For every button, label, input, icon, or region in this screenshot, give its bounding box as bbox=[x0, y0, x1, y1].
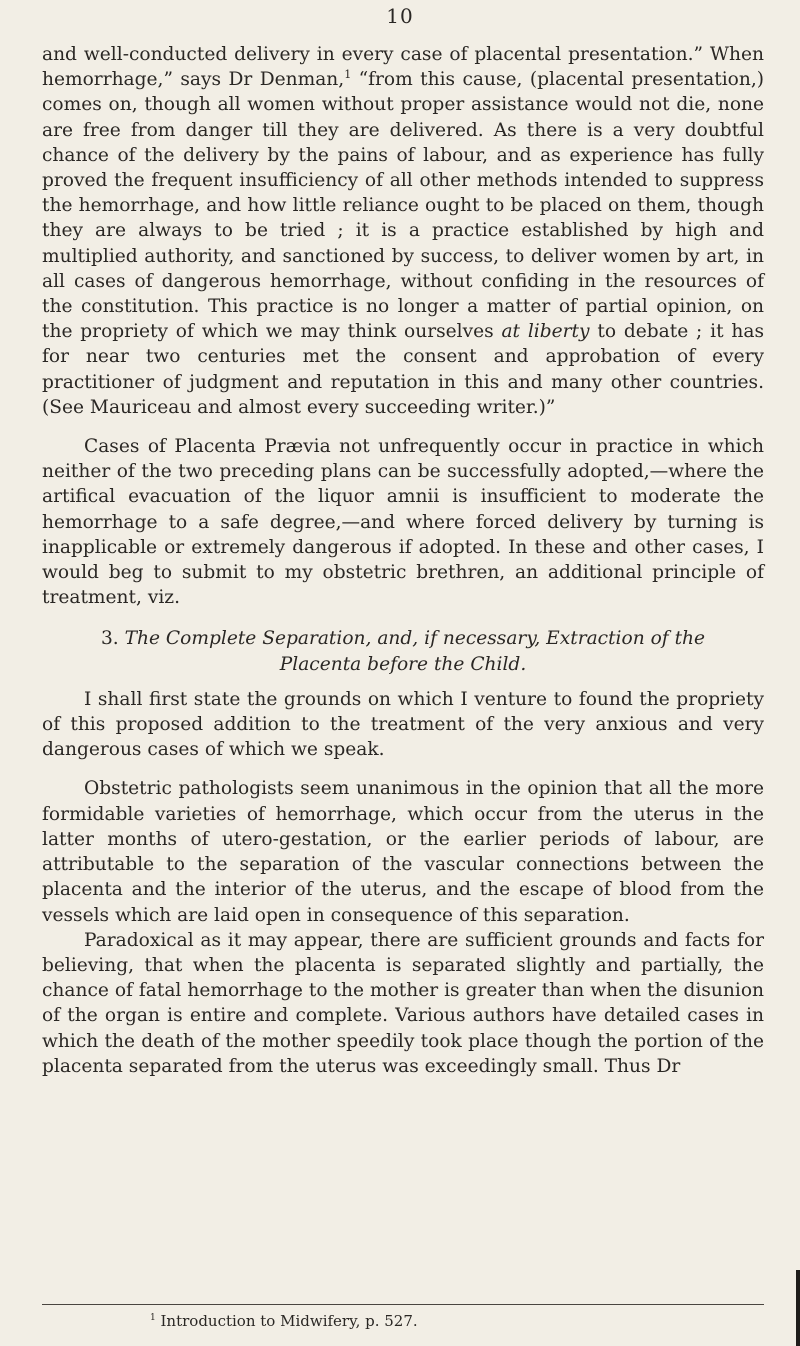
paragraph-5: Paradoxical as it may appear, there are sufficient grounds and facts for believing, that when the placenta is separated slightly and partially, the chance of fatal hemorrhage to the mother is greater than when the disunion of the organ is entire and complete. Various authors have detailed cases in which the death of the mother speedily took place though the portion of the placenta separated from the uterus was exceedingly small. Thus Dr bbox=[42, 929, 764, 1077]
body-text bbox=[42, 42, 764, 1079]
page-number: 10 bbox=[386, 4, 414, 28]
section-heading bbox=[42, 626, 764, 676]
paragraph-1-part-a: and well-conducted delivery in every case of placental presentation.” When hemorrhage,” says Dr Denman, bbox=[42, 44, 764, 91]
footnote-mark: 1 bbox=[150, 1313, 156, 1323]
footnote-text: Introduction to Midwifery, p. 527. bbox=[155, 1312, 418, 1330]
paragraph-1-part-c: to debate ; it has for near two centuries met the consent and approbation of every practitioner of judgment and reputation in this and many other countries. (See Mauriceau and almost every succeeding writer.)” bbox=[42, 321, 764, 418]
paragraph-1-emphasis: at liberty bbox=[501, 321, 590, 343]
section-number: 3. bbox=[100, 628, 119, 650]
footnote bbox=[150, 1312, 418, 1330]
footnote-divider bbox=[42, 1304, 764, 1305]
paragraph-4: Obstetric pathologists seem unanimous in the opinion that all the more formidable varieties of hemorrhage, which occur from the uterus in the latter months of utero-gestation, or the earlier periods of labour, are attributable to the separation of the vascular connections between the placenta and the interior of the uterus, and the escape of blood from the vessels which are laid open in consequence of this separation. bbox=[42, 778, 764, 926]
paragraph-2: Cases of Placenta Prævia not unfrequently occur in practice in which neither of the two preceding plans can be successfully adopted,—where the artifical evacuation of the liquor amnii is insufficient to moderate the hemorrhage to a safe degree,—and where forced delivery by turning is inapplicable or extremely dangerous if adopted. In these and other cases, I would beg to submit to my obstetric brethren, an additional principle of treatment, viz. bbox=[42, 436, 764, 609]
page-edge-mark bbox=[796, 1270, 800, 1346]
section-title: The Complete Separation, and, if necessary, Extraction of the Placenta before the Child. bbox=[124, 628, 706, 675]
paragraph-3: I shall first state the grounds on which I venture to found the propriety of this proposed addition to the treatment of the very anxious and very dangerous cases of which we speak. bbox=[42, 688, 764, 761]
paragraph-1 bbox=[42, 42, 764, 420]
paragraph-1-part-b: “from this cause, (placental presentation,) comes on, though all women without proper assistance would not die, none are free from danger till they are delivered. As there is a very doubtful chance of the delivery by the pains of labour, and as experience has fully proved the frequent insufficiency of all other methods intended to suppress the hemorrhage, and how little reliance ought to be placed on them, though they are always to be tried ; it is a practice established by high and multiplied authority, and sanctioned by success, to deliver women by art, in all cases of dangerous hemorrhage, without confiding in the resources of the constitution. This practice is no longer a matter of partial opinion, on the propriety of which we may think ourselves bbox=[42, 69, 765, 343]
footnote-ref-mark: 1 bbox=[344, 68, 352, 82]
